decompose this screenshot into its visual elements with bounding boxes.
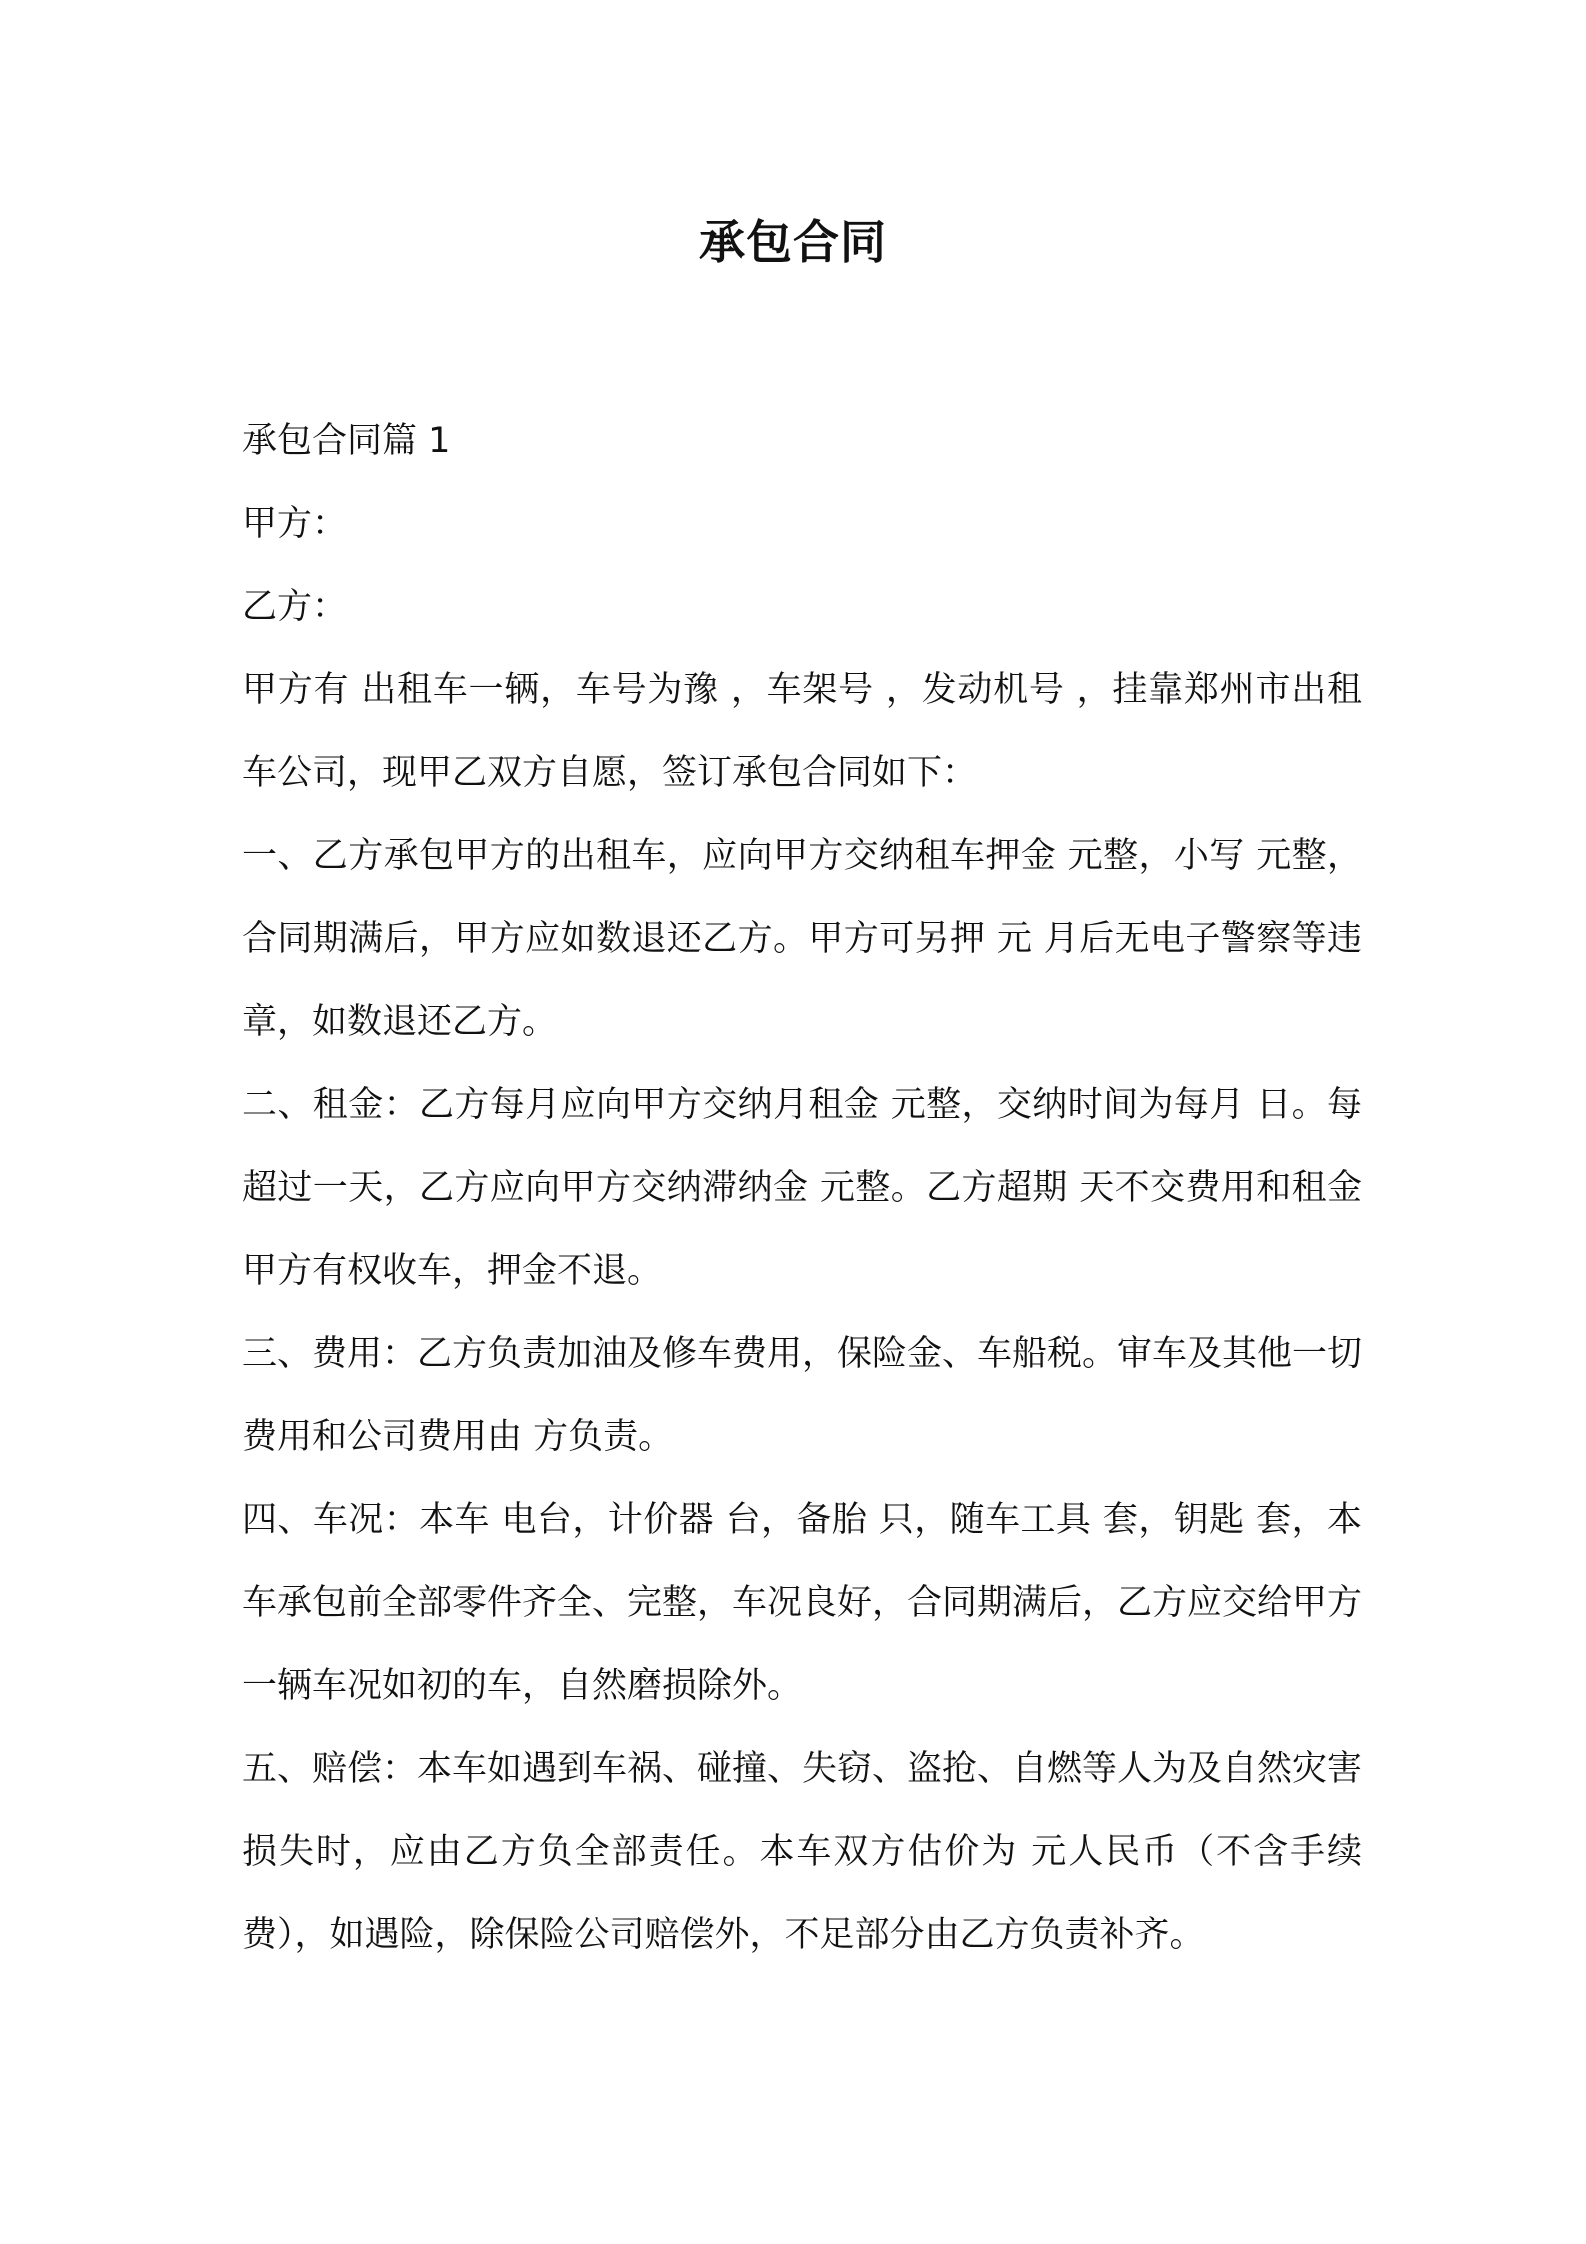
section-heading: 承包合同篇 1 <box>242 421 451 461</box>
document-title: 承包合同 <box>699 215 887 269</box>
paragraph-clause-4: 四、车况：本车 电台，计价器 台，备胎 只，随车工具 套，钥匙 套，本车承包前全部零件齐全、完整，车况良好，合同期满后，乙方应交给甲方一辆车况如初的车，自然磨损除外。 <box>242 1500 1363 1706</box>
paragraph-clause-1: 一、乙方承包甲方的出租车，应向甲方交纳租车押金 元整，小写 元整，合同期满后，甲方应如数退还乙方。甲方可另押 元 月后无电子警察等违章，如数退还乙方。 <box>242 836 1362 1042</box>
paragraph-intro: 甲方有 出租车一辆，车号为豫 ，车架号 ，发动机号 ，挂靠郑州市出租车公司，现甲乙双方自愿，签订承包合同如下： <box>242 670 1362 793</box>
paragraph-clause-5: 五、赔偿：本车如遇到车祸、碰撞、失窃、盗抢、自燃等人为及自然灾害损失时，应由乙方负全部责任。本车双方估价为 元人民币（不含手续费），如遇险，除保险公司赔偿外，不足部分由乙方负责补齐。 <box>242 1749 1363 1955</box>
party-a-line: 甲方： <box>242 504 348 544</box>
document-body <box>242 400 1362 1977</box>
party-b-line: 乙方： <box>242 587 348 627</box>
paragraph-clause-2: 二、租金：乙方每月应向甲方交纳月租金 元整，交纳时间为每月 日。每超过一天，乙方应向甲方交纳滞纳金 元整。乙方超期 天不交费用和租金甲方有权收车，押金不退。 <box>242 1085 1362 1291</box>
paragraph-clause-3: 三、费用：乙方负责加油及修车费用，保险金、车船税。审车及其他一切费用和公司费用由 方负责。 <box>242 1334 1363 1457</box>
